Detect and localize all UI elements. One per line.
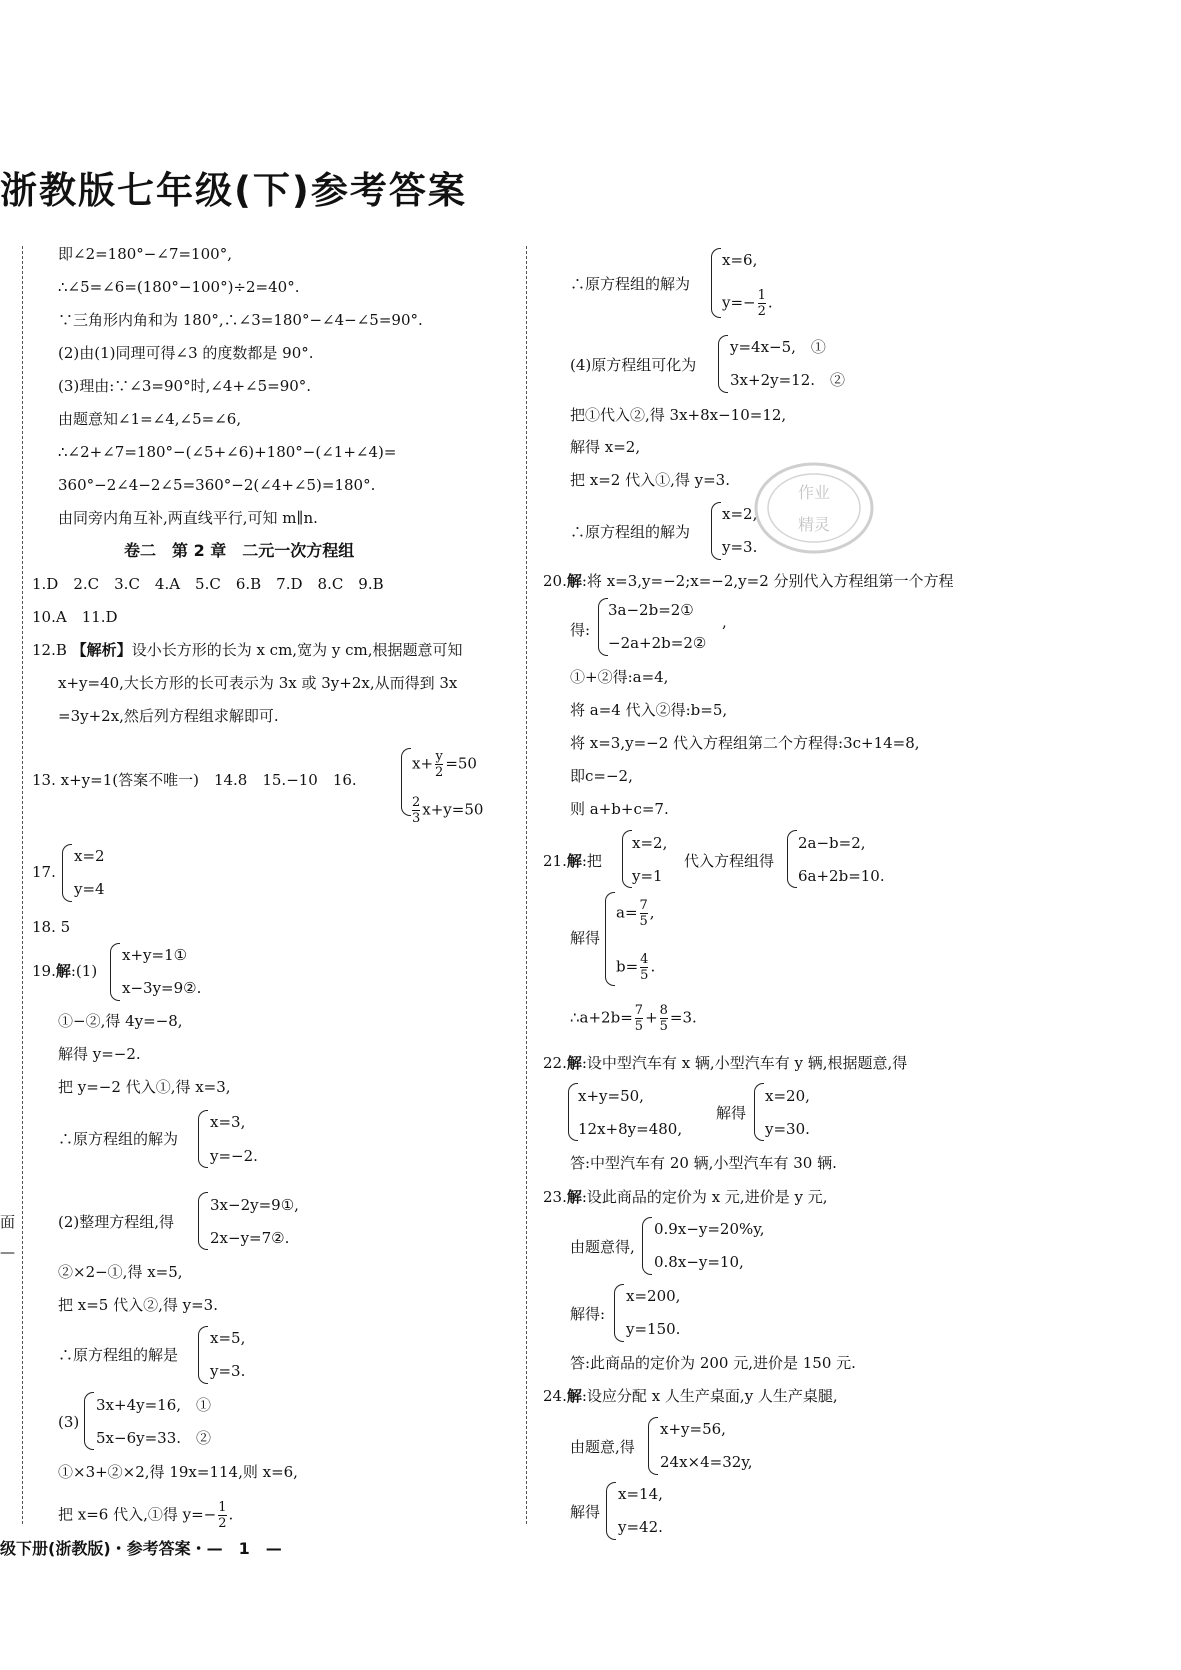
equation: x+y=1① <box>122 946 188 964</box>
margin-text: 面 <box>0 1213 16 1231</box>
equation: x=200, <box>626 1287 681 1305</box>
step: 把 x=6 代入,①得 y=− $\frac{1}{2}$ . <box>58 1500 234 1531</box>
equation: x+ $\frac{y}{2}$ =50 <box>412 749 477 780</box>
step: 把 x=2 代入①,得 y=3. <box>570 471 730 489</box>
step: ∴原方程组的解为 <box>570 275 691 293</box>
step: 解得: <box>570 1305 606 1323</box>
answer-line: 10.A 11.D <box>32 608 118 626</box>
equation: 24x×4=32y, <box>660 1453 753 1471</box>
answer-22: 22.解:设中型汽车有 x 辆,小型汽车有 y 辆,根据题意,得 <box>543 1054 908 1072</box>
answer-20: 20.解:将 x=3,y=−2;x=−2,y=2 分别代入方程组第一个方程 <box>543 572 954 590</box>
equation: 3a−2b=2① <box>608 601 694 619</box>
equation: b= $\frac{4}{5}$ . <box>616 952 656 983</box>
margin-text: — <box>0 1243 15 1261</box>
equation-brace <box>787 830 797 888</box>
equation-brace <box>198 1110 208 1168</box>
text-line: 由题意知∠1=∠4,∠5=∠6, <box>58 410 242 428</box>
answer-line: 1.D 2.C 3.C 4.A 5.C 6.B 7.D 8.C 9.B <box>32 575 384 593</box>
step: 解得 <box>570 1503 601 1521</box>
equation: 0.9x−y=20%y, <box>654 1220 765 1238</box>
answer-24: 24.解:设应分配 x 人生产桌面,y 人生产桌腿, <box>543 1387 838 1405</box>
equation-brace <box>110 943 120 1001</box>
fraction: $\frac{1}{2}$ <box>218 1500 227 1531</box>
step: 将 a=4 代入②得:b=5, <box>570 701 728 719</box>
text-line: (3)理由:∵∠3=90°时,∠4+∠5=90°. <box>58 377 312 395</box>
equation: y=− $\frac{1}{2}$ . <box>722 288 773 319</box>
step: 解得 <box>716 1104 747 1122</box>
equation-brace <box>614 1284 624 1342</box>
equation: y=−2. <box>210 1147 258 1165</box>
equation: x=14, <box>618 1485 663 1503</box>
left-margin-divider <box>22 246 23 1524</box>
section-heading: 卷二 第 2 章 二元一次方程组 <box>124 541 355 560</box>
step: (4)原方程组可化为 <box>570 356 697 374</box>
fraction: $\frac{4}{5}$ <box>640 952 649 983</box>
step: 把 y=−2 代入①,得 x=3, <box>58 1078 231 1096</box>
page-footer: 级下册(浙教版)・参考答案・— 1 — <box>0 1539 282 1558</box>
step: 解得 y=−2. <box>58 1045 141 1063</box>
text-line: ∴∠2+∠7=180°−(∠5+∠6)+180°−(∠1+∠4)= <box>58 443 397 461</box>
text-line: (2)由(1)同理可得∠3 的度数都是 90°. <box>58 344 314 362</box>
step: (3) <box>58 1413 80 1431</box>
step: (2)整理方程组,得 <box>58 1213 175 1231</box>
answer-13-16: 13. x+y=1(答案不唯一) 14.8 15.−10 16. <box>32 771 357 789</box>
equation: a= $\frac{7}{5}$ , <box>616 898 655 929</box>
step: ∴原方程组的解为 <box>570 523 691 541</box>
equation: −2a+2b=2② <box>608 634 707 652</box>
equation: y=3. <box>210 1362 246 1380</box>
equation-brace <box>622 830 632 888</box>
equation: y=1 <box>632 867 663 885</box>
equation-brace <box>711 248 721 318</box>
step: 将 x=3,y=−2 代入方程组第二个方程得:3c+14=8, <box>570 734 920 752</box>
step: ②×2−①,得 x=5, <box>58 1263 183 1281</box>
equation: x=6, <box>722 251 758 269</box>
equation: x=5, <box>210 1329 246 1347</box>
equation: 3x−2y=9①, <box>210 1196 299 1214</box>
answer-12 <box>32 640 462 660</box>
stamp-text: 作业 <box>797 483 831 502</box>
equation-brace <box>84 1392 94 1450</box>
equation: x−3y=9②. <box>122 979 202 997</box>
answer-text: 设小长方形的长为 x cm,宽为 y cm,根据题意可知 <box>131 641 463 659</box>
equation-brace <box>648 1417 658 1475</box>
equation: y=4 <box>74 880 105 898</box>
step: ①−②,得 4y=−8, <box>58 1012 183 1030</box>
answer-text: =3y+2x,然后列方程组求解即可. <box>58 707 279 725</box>
step: ∴原方程组的解为 <box>58 1130 179 1148</box>
equation: x+y=56, <box>660 1420 726 1438</box>
step: 把 x=5 代入②,得 y=3. <box>58 1296 218 1314</box>
answer-17: 17. <box>32 863 56 881</box>
equation-brace <box>711 502 721 560</box>
answer-23: 23.解:设此商品的定价为 x 元,进价是 y 元, <box>543 1188 828 1206</box>
equation-brace <box>642 1217 652 1275</box>
step: 即c=−2, <box>570 767 633 785</box>
equation: y=3. <box>722 538 758 556</box>
analysis-tag: 【解析】 <box>71 641 132 659</box>
equation-brace <box>598 598 608 656</box>
fraction: $\frac{8}{5}$ <box>659 1003 668 1034</box>
equation-brace <box>718 335 728 393</box>
equation-brace <box>198 1192 208 1250</box>
equation: y=42. <box>618 1518 663 1536</box>
step: 答:此商品的定价为 200 元,进价是 150 元. <box>570 1354 856 1372</box>
equation: 12x+8y=480, <box>578 1120 683 1138</box>
step: 把①代入②,得 3x+8x−10=12, <box>570 406 787 424</box>
equation: x=2 <box>74 847 105 865</box>
equation: x+y=50, <box>578 1087 644 1105</box>
step: 解得 x=2, <box>570 438 641 456</box>
equation: $\frac{2}{3}$ x+y=50 <box>412 795 484 826</box>
step: ①+②得:a=4, <box>570 668 669 686</box>
equation-brace <box>606 1482 616 1540</box>
step: 由题意得, <box>570 1238 635 1256</box>
equation: x=2, <box>632 834 668 852</box>
text-line: 由同旁内角互补,两直线平行,可知 m∥n. <box>58 509 318 527</box>
step: 代入方程组得 <box>684 852 775 870</box>
page-title: 浙教版七年级(下)参考答案 <box>0 169 467 212</box>
step: ∴原方程组的解是 <box>58 1346 179 1364</box>
column-divider <box>526 246 527 1524</box>
step: 得: <box>570 621 591 639</box>
fraction: $\frac{7}{5}$ <box>639 898 648 929</box>
equation: 2x−y=7②. <box>210 1229 290 1247</box>
equation: y=30. <box>765 1120 810 1138</box>
equation: 3x+4y=16, ① <box>96 1396 212 1414</box>
stamp-text: 精灵 <box>797 515 831 534</box>
equation: 5x−6y=33. ② <box>96 1429 212 1447</box>
equation: y=150. <box>626 1320 681 1338</box>
fraction: $\frac{y}{2}$ <box>435 749 444 780</box>
text-line: ∵三角形内角和为 180°,∴∠3=180°−∠4−∠5=90°. <box>58 311 423 329</box>
fraction: $\frac{1}{2}$ <box>757 288 766 319</box>
step: 解得 <box>570 929 601 947</box>
text-line: ∴∠5=∠6=(180°−100°)÷2=40°. <box>58 278 300 296</box>
equation: 6a+2b=10. <box>798 867 885 885</box>
answer-number: 12.B <box>32 641 67 659</box>
step: 则 a+b+c=7. <box>570 800 669 818</box>
equation-brace <box>754 1083 764 1141</box>
punctuation: , <box>722 613 727 631</box>
step: 由题意,得 <box>570 1438 635 1456</box>
answer-text: x+y=40,大长方形的长可表示为 3x 或 3y+2x,从而得到 3x <box>58 674 458 692</box>
equation: x=3, <box>210 1113 246 1131</box>
equation: 2a−b=2, <box>798 834 866 852</box>
answer-18: 18. 5 <box>32 918 71 936</box>
fraction: $\frac{2}{3}$ <box>412 795 421 826</box>
step: ①×3+②×2,得 19x=114,则 x=6, <box>58 1463 298 1481</box>
equation-brace <box>62 844 72 902</box>
equation-brace <box>198 1326 208 1384</box>
equation: y=4x−5, ① <box>730 338 826 356</box>
equation: x=20, <box>765 1087 810 1105</box>
equation: x=2, <box>722 505 758 523</box>
step: ∴a+2b= $\frac{7}{5}$ + $\frac{8}{5}$ =3. <box>570 1003 697 1034</box>
text-line: 360°−2∠4−2∠5=360°−2(∠4+∠5)=180°. <box>58 476 376 494</box>
text-line: 即∠2=180°−∠7=100°, <box>58 245 232 263</box>
fraction: $\frac{7}{5}$ <box>634 1003 644 1034</box>
equation: 3x+2y=12. ② <box>730 371 846 389</box>
step: 答:中型汽车有 20 辆,小型汽车有 30 辆. <box>570 1154 837 1172</box>
answer-21: 21.解:把 <box>543 852 602 870</box>
equation: 0.8x−y=10, <box>654 1253 744 1271</box>
equation-brace <box>568 1083 578 1141</box>
watermark-stamp <box>752 458 877 558</box>
answer-19: 19.解:(1) <box>32 962 98 980</box>
equation-brace <box>605 892 615 986</box>
